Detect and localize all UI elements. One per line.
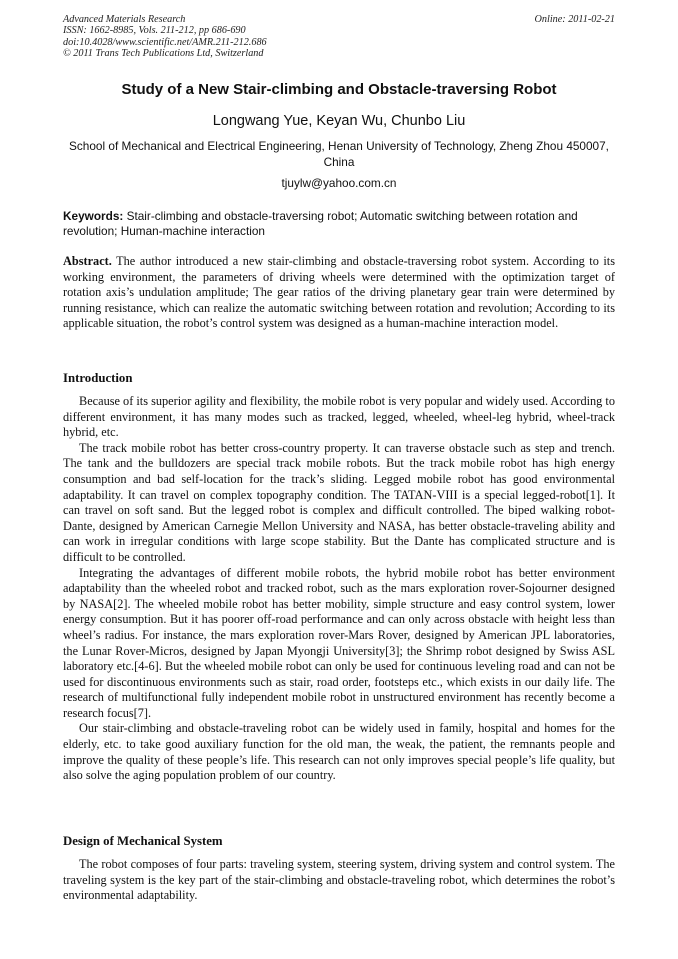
issn-line: ISSN: 1662-8985, Vols. 211-212, pp 686-690 (63, 25, 246, 37)
abstract-label: Abstract. (63, 254, 112, 268)
abstract-text: The author introduced a new stair-climbing and obstacle-traversing robot system. According to its working environment, the parameters of driving wheels were determined with the optimization target of rotation axis’s undulation amplitude; The gear ratios of the driving planetary gear train were determined by running resistance, which can realize the automatic switching between rotation and revolution; According to its applicable situation, the robot’s control system was designed as a human-machine interaction model. (63, 254, 615, 331)
paragraph: Our stair-climbing and obstacle-traveling robot can be widely used in family, hospital and homes for the elderly, etc. to take good auxiliary function for the old man, the weak, the patient, the remnants people and improve the quality of these people’s life. This research can not only improves special people’s life quality, but also solve the aging population problem of our country. (63, 721, 615, 783)
keywords-text: Stair-climbing and obstacle-traversing robot; Automatic switching between rotation and revolution; Human-machine interaction (63, 209, 578, 238)
journal-name: Advanced Materials Research (63, 14, 186, 25)
paragraph: Because of its superior agility and flexibility, the mobile robot is very popular and widely used. According to different environment, it has many modes such as tracked, legged, wheeled, wheel-leg hybrid, wheel-track hybrid, etc. (63, 394, 615, 440)
introduction-heading: Introduction (63, 371, 133, 385)
paragraph: Integrating the advantages of different mobile robots, the hybrid mobile robot has better environment adaptability than the wheeled robot and tracked robot, such as the mars exploration rover-Sojourner designed by NASA[2]. The wheeled mobile robot has better mobility, simple structure and easy control system, lower energy consumption. But it has poorer off-road performance and can only across obstacle with height less than wheel’s radius. For instance, the mars exploration rover-Mars Rover, designed by American JPL laboratories, the Lunar Rover-Micros, designed by Japan Myongji University[3]; the Shrimp robot designed by Swiss ASL laboratory etc.[4-6]. But the wheeled mobile robot can only be used for continuous leveling road and can not be used for discontinuous environments such as stair, road order, footsteps etc., which exists in our daily life. The research of multifunctional fully independent mobile robot in unstructured environment has recently become a research focus[7]. (63, 565, 615, 720)
keywords-label: Keywords: (63, 209, 124, 223)
design-body (63, 857, 615, 904)
design-heading: Design of Mechanical System (63, 834, 223, 848)
journal-header (63, 14, 615, 60)
online-date: Online: 2011-02-21 (534, 14, 615, 25)
paragraph: The robot composes of four parts: traveling system, steering system, driving system and control system. The traveling system is the key part of the stair-climbing and obstacle-traveling robot, which determines the robot’s environmental adaptability. (63, 857, 615, 903)
author-email: tjuylw@yahoo.com.cn (281, 176, 397, 190)
keywords-block (63, 209, 615, 239)
doi-line: doi:10.4028/www.scientific.net/AMR.211-212.686 (63, 36, 267, 48)
affiliation: School of Mechanical and Electrical Engineering, Henan University of Technology, Zheng Zhou 450007, China (69, 139, 609, 169)
author-list: Longwang Yue, Keyan Wu, Chunbo Liu (212, 113, 466, 129)
paper-title: Study of a New Stair-climbing and Obstacle-traversing Robot (121, 81, 557, 98)
abstract-block (63, 254, 615, 332)
copyright-line: © 2011 Trans Tech Publications Ltd, Switzerland (63, 48, 264, 60)
paragraph: The track mobile robot has better cross-country property. It can traverse obstacle such as step and trench. The tank and the bulldozers are special track mobile robots. But the track mobile robot has high energy consumption and bad self-location for the track’s sliding. Legged mobile robot has good environmental adaptability. It can travel on complex topography condition. The TATAN-VIII is a special legged-robot[1]. It can travel on soft sand. But the legged robot is complex and difficult controlled. The biped walking robot-Dante, designed by American Carnegie Mellon University and NASA, has better obstacle-traveling ability and can work in irregular conditions with large scope stability. But the Dante has complicated structure and is difficult to be controlled. (63, 440, 615, 564)
introduction-body (63, 394, 615, 784)
